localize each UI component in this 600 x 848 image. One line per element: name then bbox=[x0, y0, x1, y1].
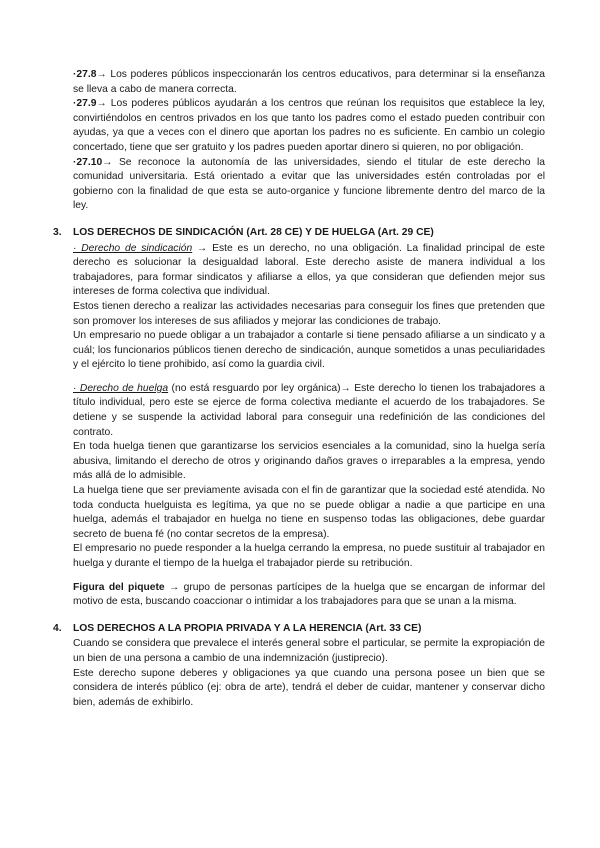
section-3-heading bbox=[53, 226, 545, 241]
art-27-10-label: ·27.10 bbox=[73, 156, 103, 168]
sindicacion-label: · Derecho de sindicación bbox=[73, 242, 193, 254]
sindicacion-text: → Este es un derecho, no una obligación. La finalidad principal de este derecho es solucionar la desigualdad laboral. Este derecho asiste de manera individual a los trabajadores, para formar sindicatos y afiliarse a ellos, ya que consideran que defienden mejor sus intereses de forma colectiva que individual. bbox=[73, 242, 545, 298]
art-27-8-paragraph bbox=[73, 68, 545, 97]
section-4-paragraph-2: Este derecho supone deberes y obligaciones ya que cuando una persona posee un bien que se considera de interés público (ej: obra de arte), tendrá el deber de cuidar, mantener y conservar dicho bien, además de exhibirlo. bbox=[73, 667, 545, 708]
huelga-label: · Derecho de huelga bbox=[73, 382, 169, 394]
huelga-text: (no está resguardo por ley orgánica)→ Este derecho lo tienen los trabajadores a título individual, pero este se ejerce de forma colectiva mediante el acuerdo de los trabajadores. Se detiene y se suspende la actividad laboral para conseguir una redefinición de las condiciones del contrato. bbox=[73, 382, 545, 438]
sindicacion-paragraph bbox=[73, 242, 545, 300]
section-4-heading bbox=[53, 622, 545, 637]
huelga-paragraph-2: En toda huelga tienen que garantizarse los servicios esenciales a la comunidad, sino la huelga sería abusiva, limitando el derecho de otros y originando daños graves o irreparables a la empresa, yendo más allá de lo admisible. bbox=[73, 441, 545, 482]
document-page bbox=[53, 68, 545, 710]
sindicacion-paragraph-3: Un empresario no puede obligar a un trabajador a contarle si tiene pensado afiliarse a un sindicato y a cuál; los funcionarios públicos tienen derecho de sindicación, aunque sometidos a unas peculiaridades y el ejército lo tiene prohibido, así como la guardia civil. bbox=[73, 330, 545, 371]
piquete-label: Figura del piquete bbox=[73, 581, 165, 593]
art-27-8-label: ·27.8 bbox=[73, 69, 97, 80]
art-27-9-text: → Los poderes públicos ayudarán a los centros que reúnan los requisitos que establece la ley, convirtiéndolos en centros privados en los que tanto los padres como el estado pueden contribuir con ayudas, ya que a veces con el dinero que aportan los padres no es suficiente. En cambio un colegio concertado, tiene que ser gratuito y los padres pueden aportar dinero si quieren, no por obligación. bbox=[73, 98, 545, 153]
art-27-10-text: → Se reconoce la autonomía de las universidades, siendo el titular de este derecho la comunidad universitaria. Está orientado a evitar que las universidades estén controladas por el gobierno con la finalidad de que esta se auto-organice y funcione libremente dentro del marco de la ley. bbox=[73, 156, 545, 212]
piquete-text: → grupo de personas partícipes de la huelga que se encargan de informar del motivo de esta, buscando coaccionar o intimidar a los trabajadores para que se unan a la misma. bbox=[73, 581, 545, 608]
huelga-paragraph bbox=[73, 382, 545, 440]
huelga-paragraph-3: La huelga tiene que ser previamente avisada con el fin de garantizar que la sociedad esté atendida. No toda conducta huelguista es legítima, ya que no se puede obligar a nadie a que participe en una huelga, además el trabajador en huelga no tiene en suspenso todas las obligaciones, debe guardar secreto de buena fé (no contar secretos de la empresa). bbox=[73, 485, 545, 540]
spacer bbox=[73, 572, 545, 581]
huelga-paragraph-4: El empresario no puede responder a la huelga cerrando la empresa, no puede sustituir al trabajador en huelga y durante el tiempo de la huelga el trabajador pierde su retribución. bbox=[73, 543, 545, 569]
art-27-9-paragraph bbox=[73, 97, 545, 155]
section-4-paragraph-1: Cuando se considera que prevalece el interés general sobre el particular, se permite la expropiación de un bien de una persona a cambio de una indemnización (justiprecio). bbox=[73, 638, 545, 664]
section-3-title: LOS DERECHOS DE SINDICACIÓN (Art. 28 CE) Y DE HUELGA (Art. 29 CE) bbox=[73, 226, 434, 238]
spacer bbox=[73, 373, 545, 382]
sindicacion-paragraph-2: Estos tienen derecho a realizar las actividades necesarias para conseguir los fines que pretenden que son promover los intereses de sus afiliados y mejorar las condiciones de trabajo. bbox=[73, 300, 545, 327]
section-3-number: 3. bbox=[53, 226, 62, 238]
art-27-10-paragraph bbox=[73, 156, 545, 214]
art-27-9-label: ·27.9 bbox=[73, 98, 97, 110]
section-4-title: LOS DERECHOS A LA PROPIA PRIVADA Y A LA HERENCIA (Art. 33 CE) bbox=[73, 622, 422, 634]
piquete-paragraph bbox=[73, 581, 545, 610]
art-27-8-text: → Los poderes públicos inspeccionarán los centros educativos, para determinar si la enseñanza se lleva a cabo de manera correcta. bbox=[73, 69, 545, 95]
section-4-number: 4. bbox=[53, 622, 62, 634]
